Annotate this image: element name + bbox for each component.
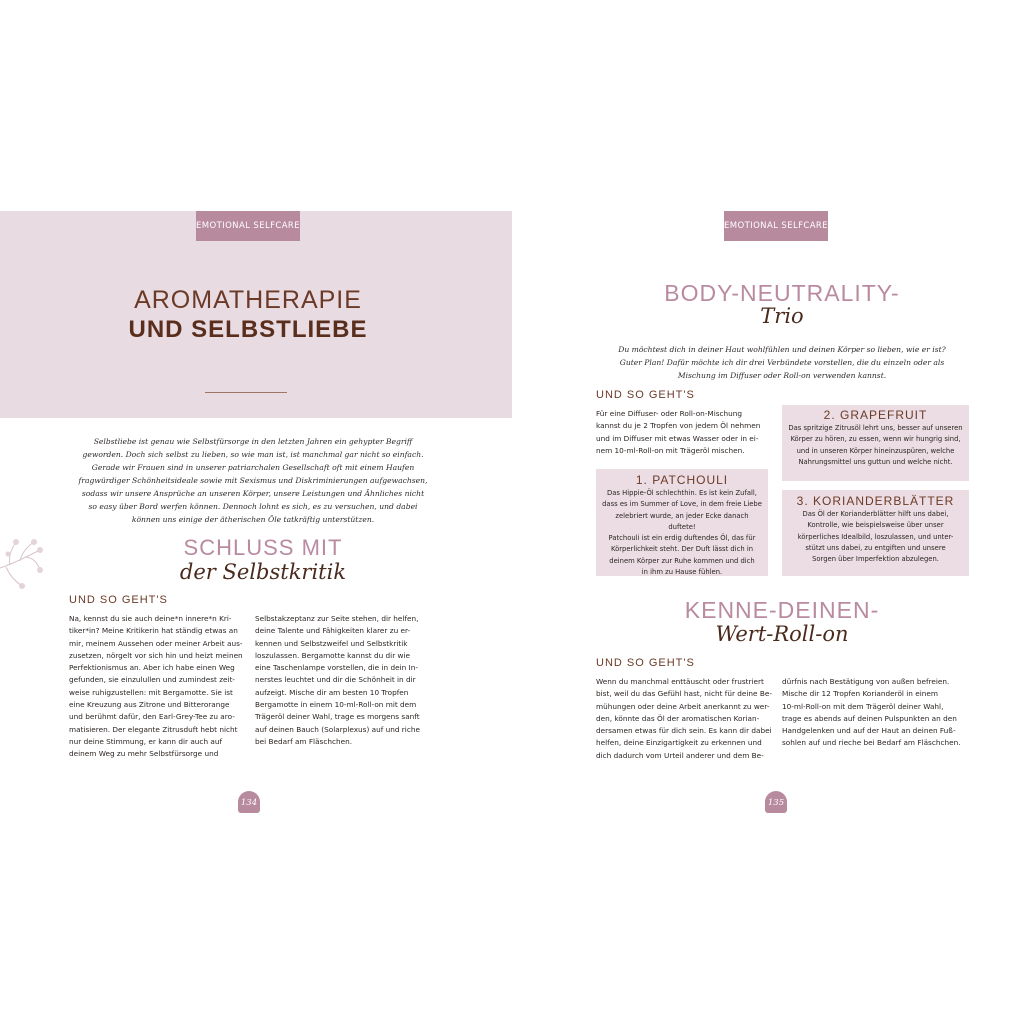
page-title-line2: UND SELBSTLIEBE: [128, 316, 368, 343]
right-heading-2-script: Wert-Roll-on: [715, 622, 849, 646]
right-paragraph-1: Für eine Diffuser- oder Roll-on-Mischung kannst du je 2 Tropfen von jedem Öl nehmen und im Diffuser mit etwas Wasser oder in ei- nem 10-ml-Roll-on mit Trägeröl mischen.: [596, 409, 761, 455]
info-box-patchouli: [596, 469, 768, 576]
section-tag: EMOTIONAL SELFCARE: [196, 211, 300, 241]
info-box-grapefruit: [782, 405, 969, 481]
info-box-text: Das Öl der Korianderblätter hilft uns dabei, Kontrolle, wie beispielsweise über unser körperliches Idealbild, loszulassen, und unter- stützt uns dabei, zu entgiften und unsere Sorgen über Imperfektion abzulegen.: [797, 510, 954, 564]
page-number-left: 134: [238, 791, 260, 813]
info-box-title: 1. PATCHOULI: [635, 473, 729, 487]
info-box-text: Das Hippie-Öl schlechthin. Es ist kein Zufall, dass es im Summer of Love, in dem freie Liebe zelebriert wurde, an jeder Ecke danach duftete! Patchouli ist ein erdig duftendes Öl, das für Körperlichkeit steht. Der Duft lässt dich in deinem Körper zur Ruhe kommen und dich in ihm zu Hause fühlen.: [602, 489, 762, 577]
right-heading-script: Trio: [760, 304, 804, 328]
page-title-line1: AROMATHERAPIE: [134, 286, 362, 314]
right-subheading-2: UND SO GEHT'S: [596, 657, 695, 669]
right-intro-text: Du möchtest dich in deiner Haut wohlfühlen und deinen Körper so lieben, wie er ist? Guter Plan! Dafür möchte ich dir drei Verbündete vorstellen, die du einzeln oder als Mischung im Diffuser oder Roll-on verwenden kannst.: [618, 345, 946, 380]
info-box-text: Das spritzige Zitrusöl lehrt uns, besser auf unseren Körper zu hören, zu essen, wenn wir hungrig sind, und in unseren Körper hineinzuspüren, welche Nahrungsmittel uns guttun und welche nicht.: [788, 424, 963, 466]
title-divider: [205, 392, 287, 393]
section-heading-script: der Selbstkritik: [179, 560, 347, 584]
page-number-right: 135: [765, 791, 787, 813]
intro-text: Selbstliebe ist genau wie Selbstfürsorge in den letzten Jahren ein gehypter Begriff geworden. Doch sich selbst zu lieben, so wie man ist, ist manchmal gar nicht so einfach. Gerade wir Frauen sind in unserer patriarchalen Gesellschaft oft mit einem Haufen fragwürdiger Schönheitsideale sowie mit Sexismus und Diskriminierungen aufgewachsen, sodass wir unsere Ansprüche an unseren Körper, unsere Leistungen und Ähnliches nicht so easy über Bord werfen können. Dennoch lohnt es sich, es zu versuchen, und dabei können uns einige der ätherischen Öle tatkräftig unterstützen.: [78, 437, 428, 524]
section-tag-right: EMOTIONAL SELFCARE: [724, 211, 828, 241]
info-box-korianderblaetter: [782, 490, 969, 576]
right-body-column-2: dürfnis nach Bestätigung von außen befreien. Mische dir 12 Tropfen Korianderöl in einem 10-ml-Roll-on mit dem Trägeröl deiner Wahl, trage es abends auf deinen Pulspunkten an den Handgelenken und auf der Haut an deinen Fuß- sohlen auf und rieche bei Bedarf am Fläschchen.: [782, 677, 961, 748]
herb-illustration-icon: [0, 532, 44, 592]
body-column-2: Selbstakzeptanz zur Seite stehen, dir helfen, deine Talente und Fähigkeiten klarer zu er- kennen und Selbstzweifel und Selbstkritik loszulassen. Bergamotte kannst du dir wie eine Taschenlampe vorstellen, die in dein In- nerstes leuchtet und dir die Schönheit in dir aufzeigt. Mische dir am besten 10 Tropfen Bergamotte in einem 10-ml-Roll-on mit dem Trägeröl deiner Wahl, trage es morgens sanft auf deinen Bauch (Solarplexus) auf und riche bei Bedarf am Fläschchen.: [255, 614, 420, 746]
right-heading-2: KENNE-DEINEN-: [684, 597, 880, 623]
body-column-1: Na, kennst du sie auch deine*n innere*n Kri- tiker*in? Meine Kritikerin hat ständig etwas an mir, meinem Aussehen oder meiner Arbeit aus- zusetzen, nörgelt vor sich hin und heizt meinen Perfektionismus an. Aber ich habe einen Weg gefunden, sie einzulullen und zumindest zeit- weise ruhigzustellen: mit Bergamotte. Sie ist eine Kreuzung aus Zitrone und Bitterorange und berühmt dafür, den Earl-Grey-Tee zu aro- matisieren. Der elegante Zitrusduft hebt nicht nur deine Stimmung, er kann dir auch auf deinem Weg zu mehr Selbstfürsorge und: [69, 614, 243, 759]
right-subheading-1: UND SO GEHT'S: [596, 389, 695, 401]
section-heading: SCHLUSS MIT: [183, 535, 343, 560]
subheading: UND SO GEHT'S: [69, 594, 168, 606]
right-heading: BODY-NEUTRALITY-: [664, 280, 900, 306]
info-box-title: 2. GRAPEFRUIT: [823, 408, 928, 422]
right-body-column-1: Wenn du manchmal enttäuscht oder frustriert bist, weil du das Gefühl hast, nicht für deine Be- mühungen oder deine Arbeit anerkannt zu wer- den, könnte das Öl der aromatischen Korian- dersamen etwas für dich sein. Es kann dir dabei helfen, deine Einzigartigkeit zu erkennen und dich dadurch vom Urteil anderer und dem Be-: [596, 677, 772, 760]
info-box-title: 3. KORIANDERBLÄTTER: [796, 494, 955, 508]
